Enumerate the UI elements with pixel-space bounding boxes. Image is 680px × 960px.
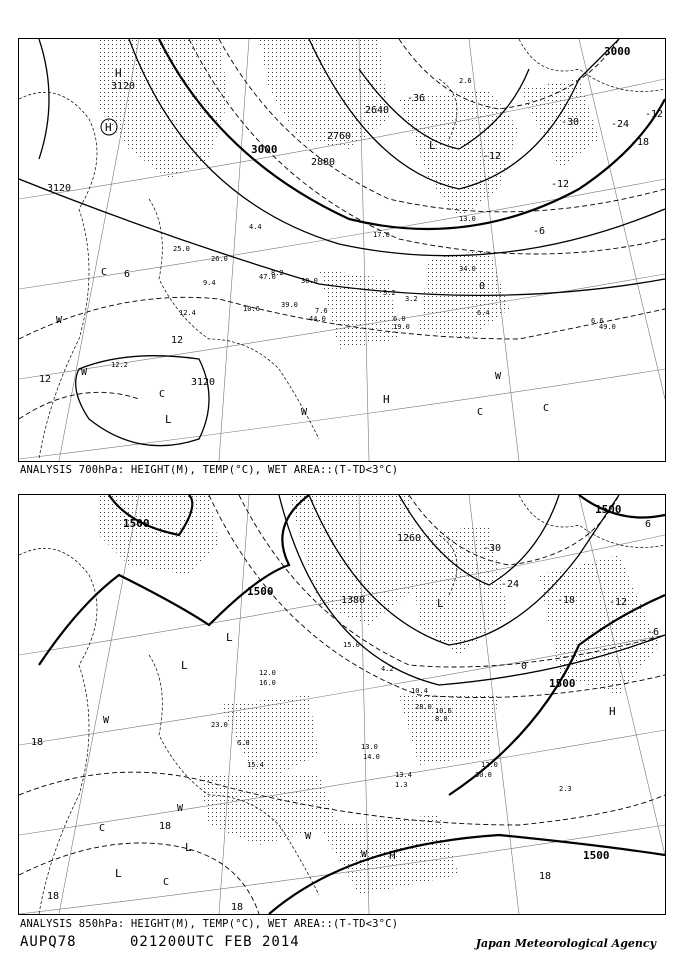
station-value: 5.2 (383, 289, 396, 297)
map-panel-700hpa (18, 38, 666, 462)
temperature-label: 12 (39, 374, 52, 385)
warm-marker: W (81, 367, 88, 378)
station-value: 12.0 (481, 761, 498, 769)
station-value: 6.0 (237, 739, 250, 747)
station-value: 10.6 (243, 305, 260, 313)
station-value: 39.0 (281, 301, 298, 309)
station-value: 2.3 (559, 785, 572, 793)
station-value: 30.0 (475, 771, 492, 779)
station-value: 12.4 (179, 309, 196, 317)
temperature-label: 18 (47, 891, 60, 902)
wet-area (99, 39, 599, 349)
cold-marker: C (159, 389, 166, 400)
cold-marker: C (101, 267, 108, 278)
station-value: 23.0 (211, 721, 228, 729)
map-850hpa-svg (19, 495, 665, 914)
low-pressure-symbol: L (226, 631, 233, 644)
station-value: 26.0 (211, 255, 228, 263)
station-value: 6.6 (591, 317, 604, 325)
station-value: 8.0 (435, 715, 448, 723)
station-value: 6.0 (393, 315, 406, 323)
height-label: 2760 (327, 131, 352, 142)
temperature-label: -6 (647, 627, 660, 638)
station-value: 3.2 (405, 295, 418, 303)
agency-name: Japan Meteorological Agency (475, 937, 656, 950)
station-value: 30.0 (301, 277, 318, 285)
map-panel-850hpa (18, 494, 666, 915)
station-value: 28.0 (415, 703, 432, 711)
height-label: 1500 (123, 517, 150, 530)
low-pressure-symbol: L (181, 659, 188, 672)
temperature-label: -30 (483, 543, 502, 554)
warm-marker: W (177, 803, 184, 814)
height-label: 3120 (191, 377, 216, 388)
temperature-label: -6 (533, 226, 546, 237)
height-label: 1500 (583, 849, 610, 862)
temperature-label: -12 (609, 597, 628, 608)
station-value: 47.0 (259, 273, 276, 281)
station-value: 10.6 (435, 707, 452, 715)
low-pressure-symbol: L (437, 597, 444, 610)
station-value: 9.4 (203, 279, 216, 287)
wet-area (99, 495, 659, 895)
station-value: 34.0 (459, 265, 476, 273)
temperature-label: 18 (159, 821, 172, 832)
high-pressure-symbol: H (383, 393, 390, 406)
caption-700hpa: ANALYSIS 700hPa: HEIGHT(M), TEMP(°C), WET AREA::(T-TD<3°C) (20, 464, 399, 476)
cold-marker: C (543, 403, 550, 414)
temperature-label: -30 (561, 117, 580, 128)
cold-marker: C (477, 407, 484, 418)
station-value: 25.0 (173, 245, 190, 253)
temperature-label: -12 (551, 179, 570, 190)
height-label: 1380 (341, 595, 366, 606)
warm-marker: W (361, 849, 368, 860)
station-value: 10.4 (411, 687, 428, 695)
temperature-label: 6 (645, 519, 652, 530)
temperature-label: -24 (501, 579, 520, 590)
height-label: 3120 (111, 81, 136, 92)
temperature-label: 0 (521, 661, 528, 672)
caption-850hpa: ANALYSIS 850hPa: HEIGHT(M), TEMP(°C), WET AREA::(T-TD<3°C) (20, 918, 399, 930)
temperature-label: -12 (645, 109, 664, 120)
temperature-label: 18 (231, 902, 244, 913)
height-label: 2880 (311, 157, 336, 168)
station-value: 13.0 (361, 743, 378, 751)
temperature-label: -12 (483, 151, 502, 162)
station-value: 14.0 (363, 753, 380, 761)
temperature-label: 18 (539, 871, 552, 882)
station-value: 17.0 (373, 231, 390, 239)
station-value: 15.4 (247, 761, 264, 769)
height-label: 3000 (604, 45, 631, 58)
temperature-label: -36 (407, 93, 426, 104)
map-700hpa-svg (19, 39, 665, 461)
low-pressure-symbol: L (429, 139, 436, 152)
station-value: 19.0 (393, 323, 410, 331)
temperature-label: -18 (631, 137, 650, 148)
station-value: 12.0 (259, 669, 276, 677)
station-value: 4.4 (249, 223, 262, 231)
temperature-label: -24 (611, 119, 630, 130)
cold-marker: C (163, 877, 170, 888)
station-value: 49.0 (599, 323, 616, 331)
station-value: 44.0 (309, 315, 326, 323)
high-pressure-symbol: H (389, 849, 396, 862)
warm-marker: W (305, 831, 312, 842)
height-label: 1500 (595, 503, 622, 516)
low-pressure-symbol: L (185, 841, 192, 854)
station-value: 1.3 (395, 781, 408, 789)
height-label: 2640 (365, 105, 390, 116)
temperature-label: -18 (557, 595, 576, 606)
station-value: 13.0 (459, 215, 476, 223)
cold-marker: C (99, 823, 106, 834)
height-label: 1500 (549, 677, 576, 690)
station-value: 4.2 (381, 665, 394, 673)
low-pressure-symbol: L (165, 413, 172, 426)
temperature-label: 0 (479, 281, 486, 292)
station-value: 12.2 (111, 361, 128, 369)
temperature-label: 12 (171, 335, 184, 346)
low-pressure-symbol: L (115, 867, 122, 880)
height-label: 3120 (47, 183, 72, 194)
high-pressure-symbol: H (115, 67, 122, 80)
station-value: 6.4 (477, 309, 490, 317)
station-value: 2.6 (459, 77, 472, 85)
warm-marker: W (301, 407, 308, 418)
height-label: 1260 (397, 533, 422, 544)
station-value: 8.2 (271, 269, 284, 277)
height-label: 1500 (247, 585, 274, 598)
height-label: 3000 (251, 143, 278, 156)
chart-code: AUPQ78 (20, 934, 77, 950)
warm-marker: W (56, 315, 63, 326)
analysis-time: 021200UTC FEB 2014 (130, 934, 300, 950)
station-value: 13.4 (395, 771, 412, 779)
high-pressure-symbol: H (609, 705, 616, 718)
temperature-label: 6 (124, 269, 131, 280)
warm-marker: W (495, 371, 502, 382)
station-value: 7.6 (315, 307, 328, 315)
temperature-label: 18 (31, 737, 44, 748)
high-pressure-symbol: H (105, 121, 112, 134)
station-value: 15.0 (343, 641, 360, 649)
warm-marker: W (103, 715, 110, 726)
station-value: 16.0 (259, 679, 276, 687)
